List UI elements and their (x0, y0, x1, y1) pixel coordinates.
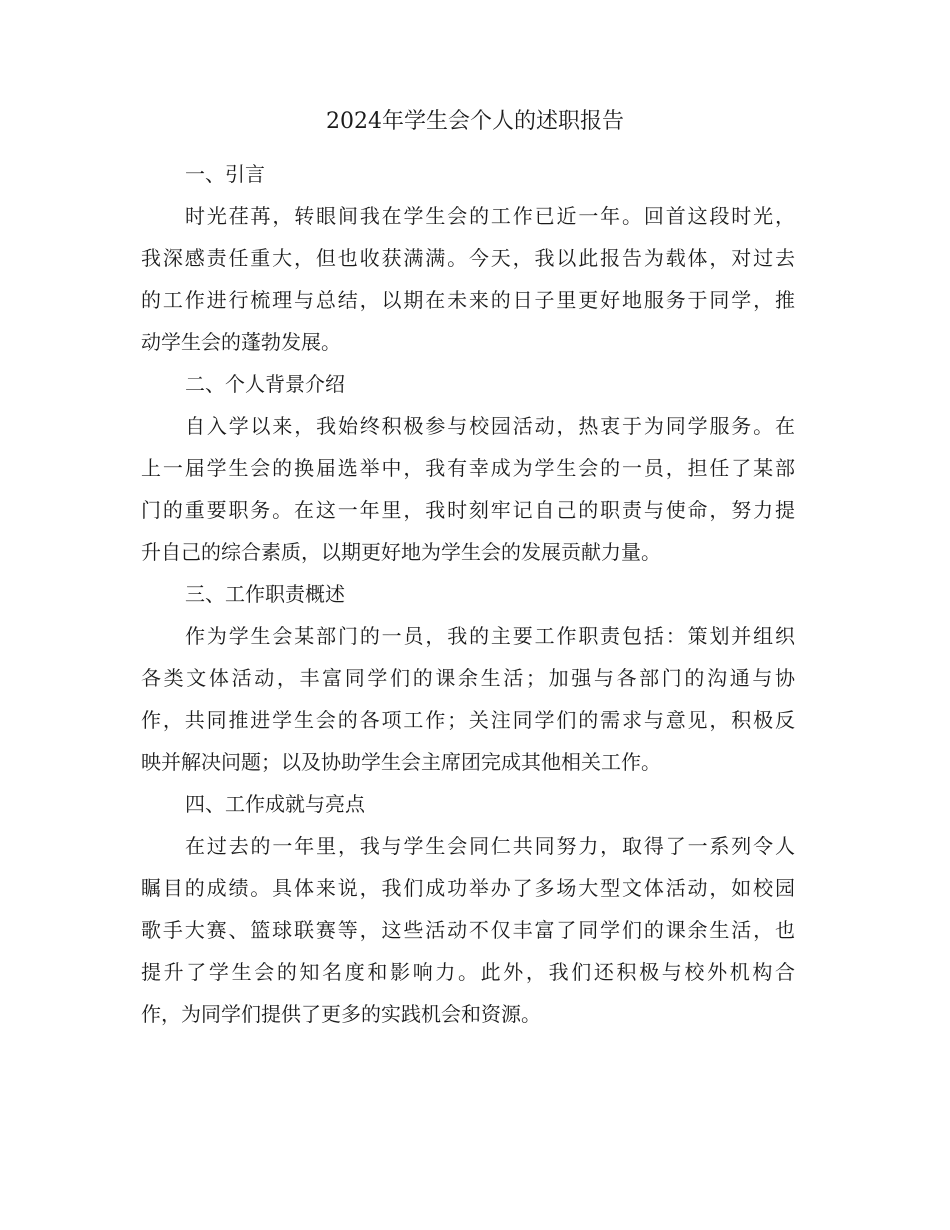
paragraph-line: 各类文体活动，丰富同学们的课余生活；加强与各部门的沟通与协 (141, 666, 795, 690)
section-heading-responsibilities: 三、工作职责概述 (185, 582, 345, 606)
section-paragraph-responsibilities (141, 615, 795, 783)
section-heading-introduction: 一、引言 (185, 162, 265, 186)
paragraph-line: 升自己的综合素质，以期更好地为学生会的发展贡献力量。 (141, 540, 661, 564)
section-paragraph-achievements (141, 825, 795, 1035)
paragraph-line: 映并解决问题；以及协助学生会主席团完成其他相关工作。 (141, 750, 661, 774)
section-paragraph-introduction (141, 195, 795, 363)
paragraph-line: 瞩目的成绩。具体来说，我们成功举办了多场大型文体活动，如校园 (141, 876, 795, 900)
paragraph-line: 在过去的一年里，我与学生会同仁共同努力，取得了一系列令人 (185, 834, 795, 858)
section-heading-background: 二、个人背景介绍 (185, 372, 345, 396)
section-paragraph-background (141, 405, 795, 573)
document-body (141, 153, 795, 1035)
section-heading-achievements: 四、工作成就与亮点 (185, 792, 365, 816)
paragraph-line: 作为学生会某部门的一员，我的主要工作职责包括：策划并组织 (185, 624, 795, 648)
paragraph-line: 时光荏苒，转眼间我在学生会的工作已近一年。回首这段时光， (185, 204, 795, 228)
paragraph-line: 提升了学生会的知名度和影响力。此外，我们还积极与校外机构合 (141, 960, 795, 984)
paragraph-line: 上一届学生会的换届选举中，我有幸成为学生会的一员，担任了某部 (141, 456, 795, 480)
paragraph-line: 作，共同推进学生会的各项工作；关注同学们的需求与意见，积极反 (141, 708, 795, 732)
paragraph-line: 我深感责任重大，但也收获满满。今天，我以此报告为载体，对过去 (141, 246, 795, 270)
paragraph-line: 动学生会的蓬勃发展。 (141, 330, 341, 354)
document-title: 2024年学生会个人的述职报告 (326, 109, 624, 134)
paragraph-line: 自入学以来，我始终积极参与校园活动，热衷于为同学服务。在 (185, 414, 795, 438)
paragraph-line: 门的重要职务。在这一年里，我时刻牢记自己的职责与使命，努力提 (141, 498, 795, 522)
paragraph-line: 的工作进行梳理与总结，以期在未来的日子里更好地服务于同学，推 (141, 288, 795, 312)
paragraph-line: 作，为同学们提供了更多的实践机会和资源。 (141, 1002, 541, 1026)
paragraph-line: 歌手大赛、篮球联赛等，这些活动不仅丰富了同学们的课余生活，也 (141, 918, 795, 942)
